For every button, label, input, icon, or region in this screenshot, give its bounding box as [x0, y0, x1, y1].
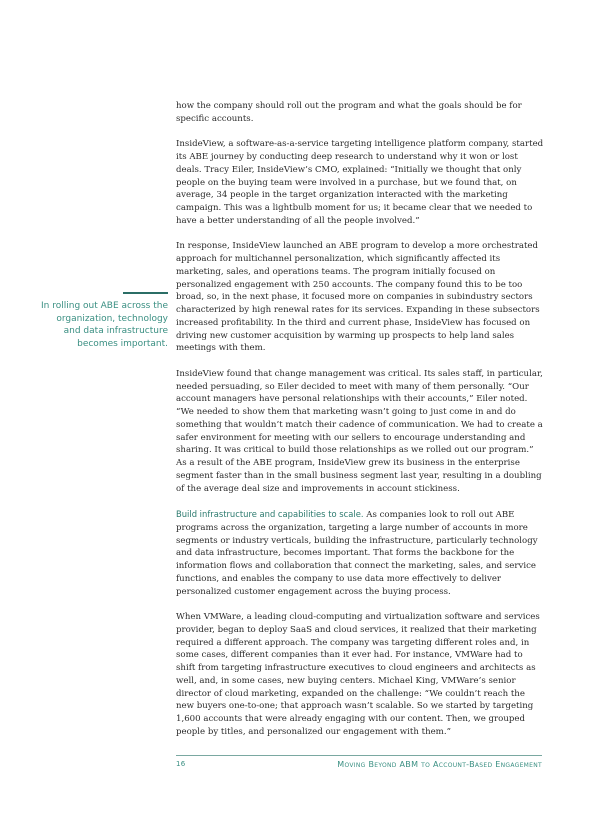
section-heading: Build infrastructure and capabilities to scale. — [176, 509, 364, 519]
pull-quote-rule — [123, 292, 168, 294]
paragraph: InsideView found that change management was critical. Its sales staff, in particular, needed persuading, so Eiler decided to meet with many of them personally. “Our account managers have personal relationships with their accounts,” Eiler noted. “We needed to show them that marketing wasn’t going to just come in and do something that wouldn’t match their cadence of communication. We had to create a safer environment for meeting with our sellers to encourage understanding and sharing. It was critical to build those relationships as we rolled out our program.” As a result of the ABE program, InsideView grew its business in the enterprise segment faster than in the small business segment last year, resulting in a doubling of the average deal size and improvements in account stickiness. — [176, 368, 543, 494]
paragraph: When VMWare, a leading cloud-computing and virtualization software and services provider, began to deploy SaaS and cloud services, it realized that their marketing required a different approach. The company was targeting different roles and, in some cases, different companies than it ever had. For instance, VMWare had to shift from targeting infrastructure executives to cloud engineers and architects as well, and, in some cases, new buying centers. Michael King, VMWare’s senior director of cloud marketing, expanded on the challenge: “We couldn’t reach the new buyers one-to-one; that approach wasn’t scalable. So we started by targeting 1,600 accounts that were already engaging with our content. Then, we grouped people by titles, and personalized our engagement with them.” — [176, 612, 540, 737]
paragraph: InsideView, a software-as-a-service targeting intelligence platform company, started its ABE journey by conducting deep research to understand why it won or lost deals. Tracy Eiler, InsideView’s CMO, explained: “Initially we thought that only people on the buying team were involved in a purchase, but we found that, on average, 34 people in the target organization interacted with the marketing campaign. This was a lightbulb moment for us; it became clear that we needed to have a better understanding of all the people involved.” — [176, 139, 544, 226]
running-title: Moving Beyond ABM to Account-Based Engagement — [337, 760, 542, 769]
pull-quote — [40, 292, 168, 350]
paragraph: how the company should roll out the program and what the goals should be for specific accounts. — [176, 101, 522, 124]
page-number: 16 — [176, 760, 186, 768]
section-paragraph — [176, 508, 544, 598]
body-text — [176, 100, 544, 751]
pull-quote-text: In rolling out ABE across the organization, technology and data infrastructure becomes important. — [41, 301, 168, 349]
paragraph: In response, InsideView launched an ABE program to develop a more orchestrated approach for multichannel personalization, which significantly affected its marketing, sales, and operations teams. The program initially focused on personalized engagement with 250 accounts. The company found this to be too broad, so, in the next phase, it focused more on companies in subindustry sectors characterized by high renewal rates for its services. Expanding in these subsectors increased profitability. In the third and current phase, InsideView has focused on driving new customer acquisition by warming up prospects to help land sales meetings with them. — [176, 241, 540, 354]
section-body: As companies look to roll out ABE programs across the organization, targeting a large number of accounts in more segments or industry verticals, building the infrastructure, particularly technology and data infrastructure, becomes important. That forms the backbone for the information flows and collaboration that connect the marketing, sales, and service functions, and enables the company to use data more effectively to deliver personalized customer engagement across the buying process. — [176, 510, 538, 597]
footer-rule — [176, 755, 542, 756]
